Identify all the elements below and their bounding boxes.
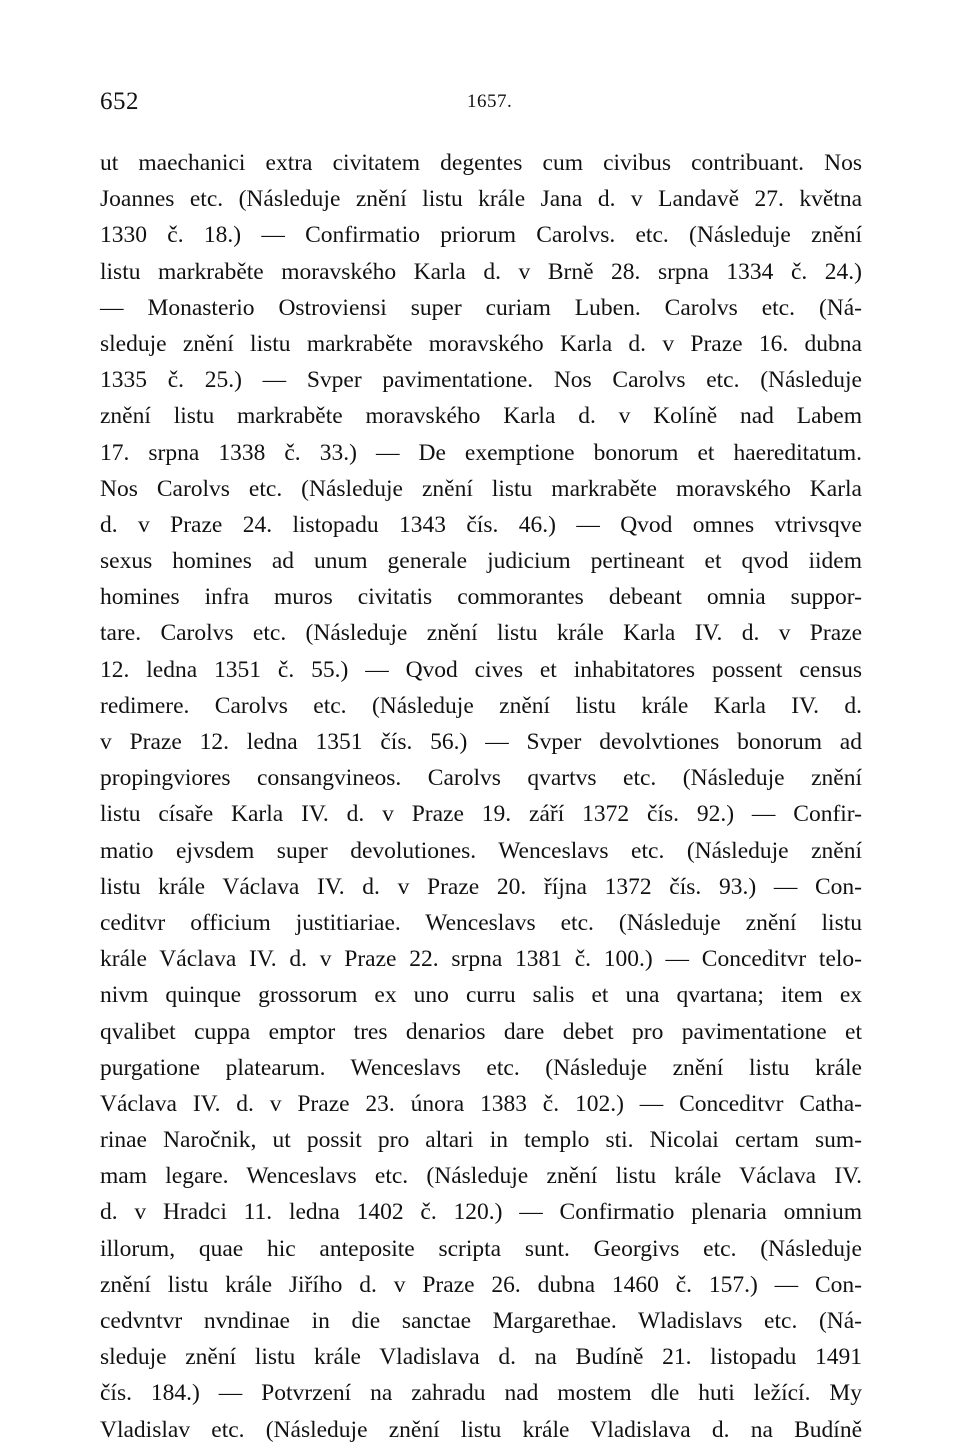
text-line: listu císaře Karla IV. d. v Praze 19. září 1372 čís. 92.) — Confir- [100,801,862,828]
page-number: 652 [100,88,139,115]
text-line: listu markraběte moravského Karla d. v Brně 28. srpna 1334 č. 24.) [100,258,862,285]
page-header [100,88,860,118]
text-line: qvalibet cuppa emptor tres denarios dare debet pro pavimentatione et [100,1018,862,1045]
text-line: čís. 184.) — Potvrzení na zahradu nad mostem dle huti ležící. My [100,1380,862,1407]
text-line: sleduje znění listu markraběte moravského Karla d. v Praze 16. dubna [100,330,862,357]
text-line: 17. srpna 1338 č. 33.) — De exemptione bonorum et haereditatum. [100,439,862,466]
text-line: krále Václava IV. d. v Praze 22. srpna 1381 č. 100.) — Conceditvr telo- [100,946,862,973]
text-line: mam legare. Wenceslavs etc. (Následuje znění listu krále Václava IV. [100,1163,862,1190]
text-line: znění listu markraběte moravského Karla d. v Kolíně nad Labem [100,403,862,430]
text-line: v Praze 12. ledna 1351 čís. 56.) — Svper devolvtiones bonorum ad [100,729,862,755]
text-line: propingviores consangvineos. Carolvs qvartvs etc. (Následuje znění [100,765,862,792]
text-line: Vladislav etc. (Následuje znění listu krále Vladislava d. na Budíně [100,1416,862,1443]
text-line: Václava IV. d. v Praze 23. února 1383 č. 102.) — Conceditvr Catha- [100,1090,862,1117]
text-line: d. v Hradci 11. ledna 1402 č. 120.) — Confirmatio plenaria omnium [100,1199,862,1226]
text-line: Nos Carolvs etc. (Následuje znění listu markraběte moravského Karla [100,475,862,502]
text-line: ut maechanici extra civitatem degentes cum civibus contribuant. Nos [100,150,862,176]
text-line: homines infra muros civitatis commorantes debeant omnia suppor- [100,584,862,611]
text-line: sleduje znění listu krále Vladislava d. na Budíně 21. listopadu 1491 [100,1344,862,1371]
body-text [100,145,862,1448]
text-line: nivm quinque grossorum ex uno curru salis et una qvartana; item ex [100,982,862,1009]
text-line: sexus homines ad unum generale judicium pertineant et qvod iidem [100,548,862,575]
text-line: 12. ledna 1351 č. 55.) — Qvod cives et inhabitatores possent census [100,656,862,683]
text-line: matio ejvsdem super devolutiones. Wenceslavs etc. (Následuje znění [100,837,862,864]
text-line: znění listu krále Jiřího d. v Praze 26. dubna 1460 č. 157.) — Con- [100,1271,862,1298]
text-line: illorum, quae hic anteposite scripta sunt. Georgivs etc. (Následuje [100,1235,862,1262]
text-line: 1330 č. 18.) — Confirmatio priorum Carolvs. etc. (Následuje znění [100,222,862,249]
text-line: listu krále Václava IV. d. v Praze 20. října 1372 čís. 93.) — Con- [100,873,862,900]
text-line: tare. Carolvs etc. (Následuje znění listu krále Karla IV. d. v Praze [100,620,862,647]
text-line: cedvntvr nvndinae in die sanctae Margarethae. Wladislavs etc. (Ná- [100,1308,862,1334]
text-line: Joannes etc. (Následuje znění listu krále Jana d. v Landavě 27. května [100,186,862,213]
text-line: redimere. Carolvs etc. (Následuje znění listu krále Karla IV. d. [100,692,862,719]
text-line: purgatione platearum. Wenceslavs etc. (Následuje znění listu krále [100,1054,862,1081]
text-line: ceditvr officium justitiariae. Wenceslavs etc. (Následuje znění listu [100,909,862,936]
text-line: d. v Praze 24. listopadu 1343 čís. 46.) — Qvod omnes vtrivsqve [100,511,862,538]
text-line: — Monasterio Ostroviensi super curiam Luben. Carolvs etc. (Ná- [100,294,862,321]
running-head-year: 1657. [467,91,513,112]
text-line: rinae Naročnik, ut possit pro altari in templo sti. Nicolai certam sum- [100,1127,862,1154]
text-line: 1335 č. 25.) — Svper pavimentatione. Nos Carolvs etc. (Následuje [100,367,862,394]
